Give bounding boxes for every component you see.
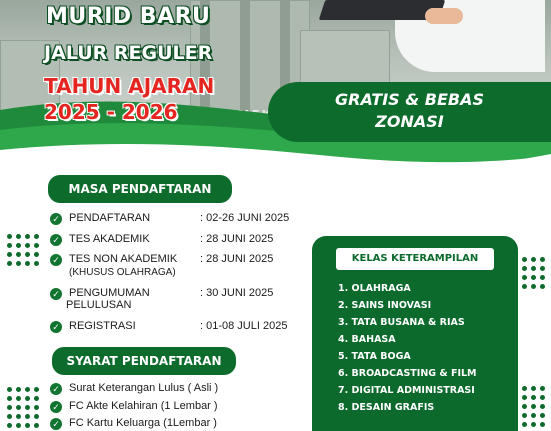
syarat-pendaftaran-heading: SYARAT PENDAFTARAN: [52, 347, 236, 375]
title-tahun-ajaran: TAHUN AJARAN: [44, 74, 215, 98]
schedule-value: : 28 JUNI 2025: [200, 253, 274, 265]
schedule-value: : 01-08 JULI 2025: [200, 320, 288, 332]
gratis-line2: ZONASI: [375, 112, 444, 131]
kelas-keterampilan-panel: [312, 236, 518, 431]
schedule-label: PENGUMUMAN: [69, 287, 150, 299]
dot-pattern: [522, 386, 545, 427]
gratis-banner: [268, 82, 551, 142]
requirement-label: FC Kartu Keluarga (1Lembar ): [69, 417, 217, 429]
schedule-value: : 30 JUNI 2025: [200, 287, 274, 299]
schedule-value: : 28 JUNI 2025: [200, 233, 274, 245]
requirement-label: FC Akte Kelahiran (1 Lembar ): [69, 400, 218, 412]
check-icon: ✓: [50, 288, 62, 300]
check-icon: ✓: [50, 254, 62, 266]
dot-pattern: [522, 257, 545, 289]
kelas-heading: KELAS KETERAMPILAN: [336, 248, 494, 270]
check-icon: ✓: [50, 234, 62, 246]
gratis-line1: GRATIS & BEBAS: [334, 90, 484, 109]
kelas-item: 7. DIGITAL ADMINISTRASI: [338, 385, 475, 396]
kelas-item: 2. SAINS INOVASI: [338, 300, 432, 311]
requirement-label: Surat Keterangan Lulus ( Asli ): [69, 382, 219, 394]
schedule-sublabel: PELULUSAN: [66, 299, 132, 311]
schedule-sublabel: (KHUSUS OLAHRAGA): [69, 267, 176, 278]
masa-pendaftaran-heading: MASA PENDAFTARAN: [48, 175, 232, 203]
schedule-label: REGISTRASI: [69, 320, 136, 332]
check-icon: ✓: [50, 418, 62, 430]
kelas-item: 8. DESAIN GRAFIS: [338, 402, 435, 413]
dot-pattern: [7, 387, 39, 428]
schedule-value: : 02-26 JUNI 2025: [200, 212, 290, 224]
check-icon: ✓: [50, 401, 62, 413]
check-icon: ✓: [50, 383, 62, 395]
title-murid-baru: MURID BARU: [46, 4, 211, 29]
title-jalur-reguler: JALUR REGULER: [44, 42, 213, 64]
schedule-label: TES NON AKADEMIK: [69, 253, 178, 265]
check-icon: ✓: [50, 321, 62, 333]
check-icon: ✓: [50, 213, 62, 225]
hand-image: [425, 8, 463, 24]
kelas-item: 6. BROADCASTING & FILM: [338, 368, 477, 379]
kelas-item: 5. TATA BOGA: [338, 351, 411, 362]
kelas-item: 3. TATA BUSANA & RIAS: [338, 317, 465, 328]
kelas-list: [338, 280, 477, 416]
title-year: 2025 - 2026: [44, 100, 178, 124]
schedule-label: PENDAFTARAN: [69, 212, 151, 224]
schedule-label: TES AKADEMIK: [69, 233, 150, 245]
kelas-item: 4. BAHASA: [338, 334, 396, 345]
dot-pattern: [7, 234, 39, 266]
kelas-item: 1. OLAHRAGA: [338, 283, 411, 294]
